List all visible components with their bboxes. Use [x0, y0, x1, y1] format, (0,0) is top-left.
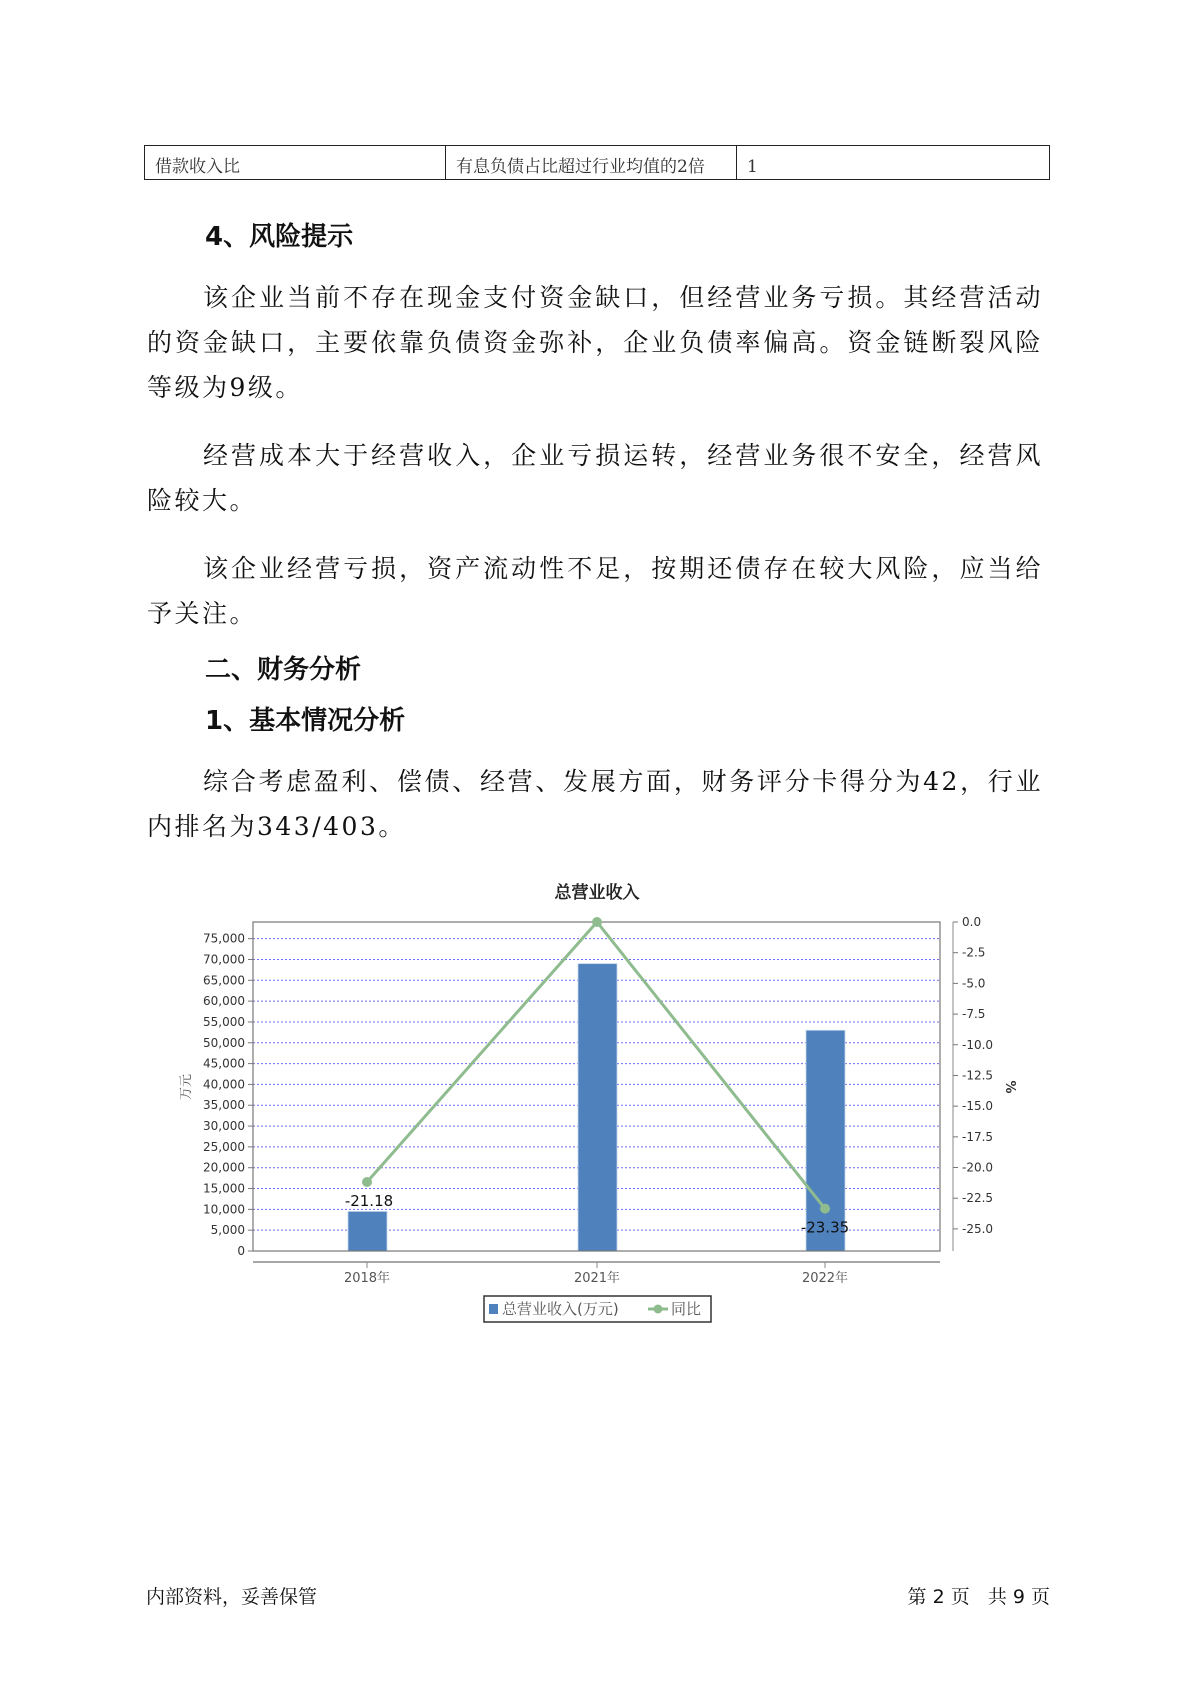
y-tick-label: 40,000	[203, 1077, 245, 1092]
y2-tick-label: -20.0	[962, 1160, 994, 1175]
yoy-point	[592, 917, 602, 927]
y-tick-label: 5,000	[210, 1223, 245, 1238]
condition-cell: 有息负债占比超过行业均值的2倍	[446, 146, 737, 180]
y-tick-label: 45,000	[203, 1056, 245, 1071]
y2-tick-label: -15.0	[962, 1099, 994, 1114]
y2-tick-label: -7.5	[962, 1007, 986, 1022]
y-tick-label: 75,000	[203, 931, 245, 946]
y-tick-label: 20,000	[203, 1160, 245, 1175]
basic-analysis-heading: 1、基本情况分析	[205, 706, 406, 736]
yoy-point	[820, 1204, 830, 1214]
legend-bar-label: 总营业收入(万元)	[502, 1300, 619, 1318]
chart-title: 总营业收入	[554, 883, 640, 903]
revenue-chart	[0, 870, 1191, 1340]
y-tick-label: 35,000	[203, 1098, 245, 1113]
value-cell: 1	[737, 146, 1050, 180]
risk-paragraph-2: 经营成本大于经营收入，企业亏损运转，经营业务很不安全，经营风险较大。	[147, 441, 1043, 515]
risk-heading: 4、风险提示	[205, 222, 354, 252]
y-tick-label: 30,000	[203, 1119, 245, 1134]
finance-paragraph: 综合考虑盈利、偿债、经营、发展方面，财务评分卡得分为42，行业内排名为343/403。	[147, 767, 1043, 841]
y2-tick-label: -2.5	[962, 945, 986, 960]
risk-paragraph-1: 该企业当前不存在现金支付资金缺口，但经营业务亏损。其经营活动的资金缺口，主要依靠负债资金弥补，企业负债率偏高。资金链断裂风险等级为9级。	[147, 283, 1043, 402]
y2-axis-label: %	[1002, 1080, 1017, 1094]
y-axis-label: 万元	[179, 1073, 194, 1101]
footer-page-number: 第 2 页 共 9 页	[907, 1586, 1050, 1608]
y-tick-label: 10,000	[203, 1202, 245, 1217]
legend	[484, 1296, 711, 1322]
y-tick-label: 15,000	[203, 1181, 245, 1196]
y-tick-label: 50,000	[203, 1035, 245, 1050]
y2-tick-label: -17.5	[962, 1129, 994, 1144]
y-tick-label: 70,000	[203, 952, 245, 967]
legend-line-label: 同比	[671, 1300, 702, 1318]
risk-indicator-table	[144, 145, 1050, 180]
legend-bar-swatch	[489, 1304, 498, 1314]
x-tick-label: 2022年	[801, 1271, 849, 1286]
legend-line-marker	[654, 1305, 663, 1314]
revenue-bar	[578, 964, 617, 1251]
y2-tick-label: -25.0	[962, 1221, 994, 1236]
y2-tick-label: -12.5	[962, 1068, 994, 1083]
y2-tick-label: -5.0	[962, 976, 986, 991]
yoy-point	[362, 1177, 372, 1187]
x-tick-label: 2018年	[343, 1271, 391, 1286]
revenue-bar	[348, 1211, 387, 1251]
x-tick-label: 2021年	[573, 1271, 621, 1286]
y-tick-label: 25,000	[203, 1139, 245, 1154]
y-tick-label: 0	[237, 1244, 245, 1258]
y-tick-label: 65,000	[203, 973, 245, 988]
yoy-data-label: -21.18	[344, 1192, 394, 1211]
y-tick-label: 55,000	[203, 1014, 245, 1029]
y-tick-label: 60,000	[203, 994, 245, 1009]
indicator-cell: 借款收入比	[145, 146, 446, 180]
risk-paragraph-3: 该企业经营亏损，资产流动性不足，按期还债存在较大风险，应当给予关注。	[147, 554, 1043, 628]
table-row	[145, 146, 1050, 180]
finance-heading: 二、财务分析	[205, 655, 362, 685]
yoy-data-label: -23.35	[800, 1218, 850, 1237]
y2-tick-label: 0.0	[962, 915, 982, 929]
y2-tick-label: -22.5	[962, 1191, 994, 1206]
y2-tick-label: -10.0	[962, 1037, 994, 1052]
footer-confidential: 内部资料，妥善保管	[146, 1586, 318, 1608]
